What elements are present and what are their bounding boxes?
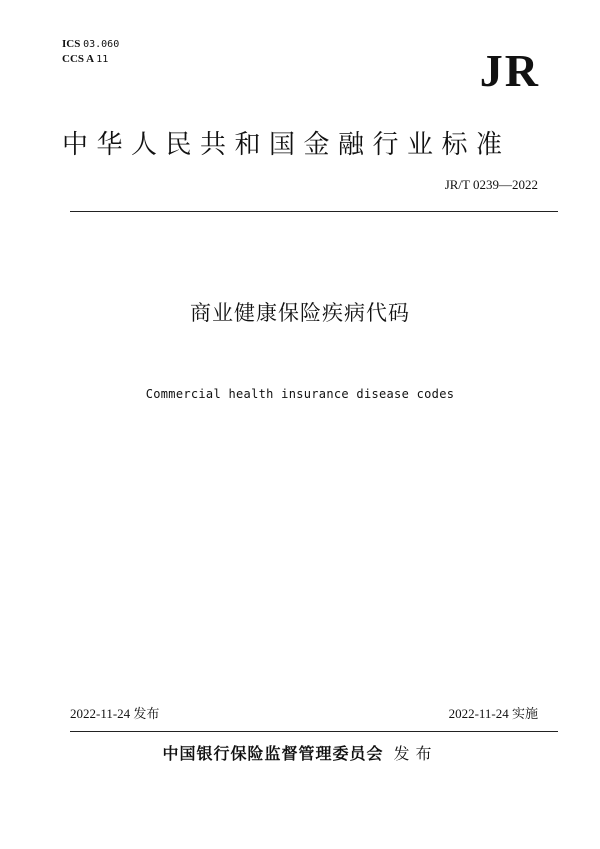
issuer: [0, 743, 600, 765]
issuer-name: 中国银行保险监督管理委员会: [162, 744, 384, 763]
document-title-en: Commercial health insurance disease codes: [145, 387, 455, 401]
publish-date: 2022-11-24 发布: [70, 706, 160, 721]
ics-code: [62, 37, 119, 52]
ccs-code: [62, 52, 108, 67]
bottom-divider: [70, 731, 558, 732]
issuer-action: 发布: [393, 744, 438, 763]
ccs-label: CCS A: [62, 53, 94, 65]
top-divider: [70, 211, 558, 212]
document-title-cn: 商业健康保险疾病代码: [190, 301, 410, 325]
ics-label: ICS: [62, 38, 81, 50]
jr-logo: JR: [479, 45, 540, 96]
implement-date: 2022-11-24 实施: [448, 706, 538, 721]
ccs-value: 11: [96, 54, 109, 65]
standard-number: JR/T 0239—2022: [444, 177, 538, 192]
standard-category: 中华人民共和国金融行业标准: [62, 130, 511, 160]
ics-value: 03.060: [83, 39, 120, 50]
